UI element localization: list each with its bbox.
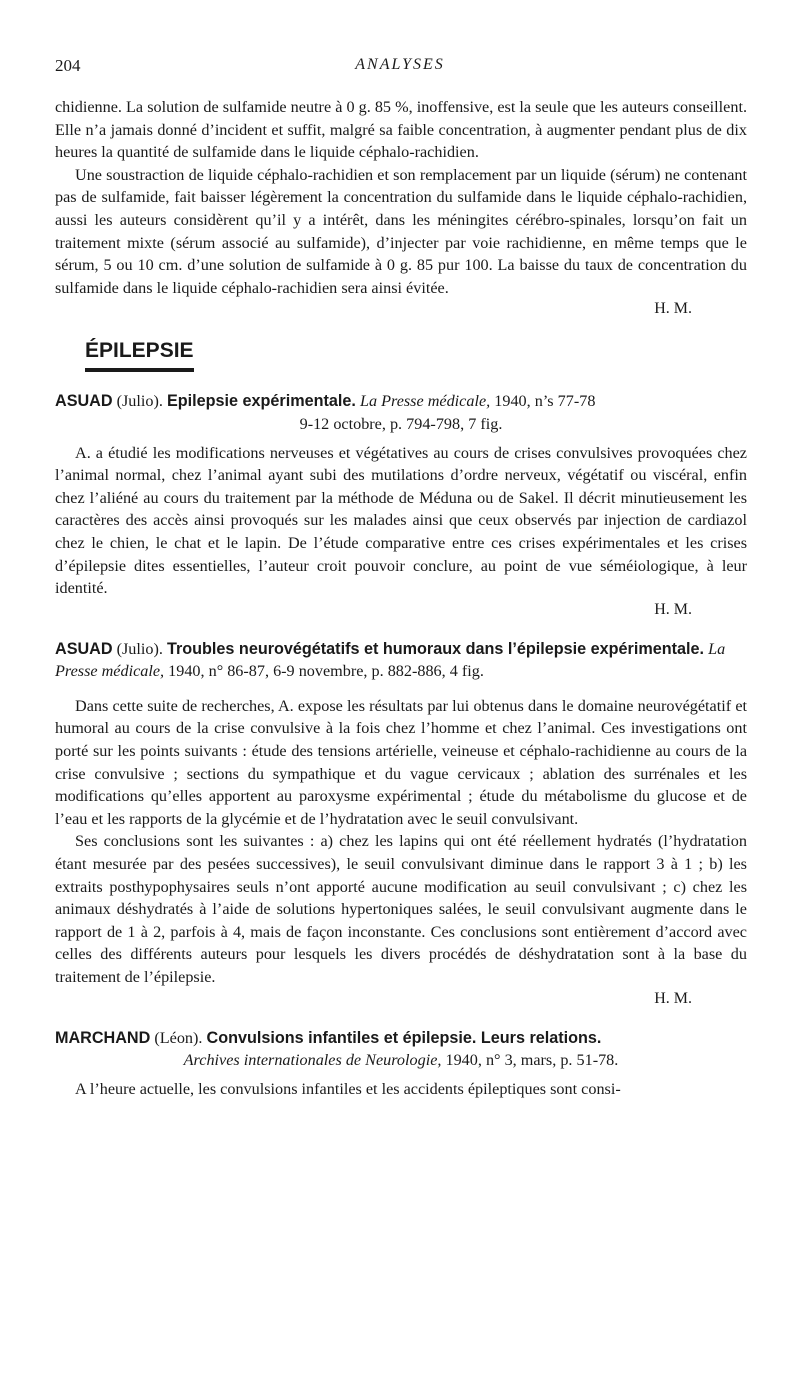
entry-2-author: ASUAD <box>55 639 113 658</box>
entry-2-journal: La Presse médicale, <box>55 639 726 681</box>
entry-3-citation <box>55 1027 747 1072</box>
entry-1-citation <box>55 390 747 435</box>
entry-2-ref: 1940, n° 86-87, 6-9 novembre, p. 882-886, 4 fig. <box>168 662 484 681</box>
entry-1-paragraph-1: A. a étudié les modifications nerveuses et végétatives au cours de crises convulsives provoquées chez l’animal normal, chez l’animal ayant subi des mutilations d’ordre nerveux, végétatif ou viscéral, enfin chez l’aliéné au cours du traitement par la méthode de Méduna ou de Sakel. Il décrit minutieusement les caractères des accès ainsi provoqués sur les malades ainsi que ceux observés par injection de cardiazol chez le chien, le chat et le lapin. De l’étude comparative entre ces crises expérimentales et les crises d’épilepsie dites essentielles, l’auteur croit pouvoir conclure, au point de vue séméiologique, à leur identité. <box>55 443 747 598</box>
entry-1-title: Epilepsie expérimentale. <box>166 392 356 411</box>
running-head: ANALYSES <box>355 56 445 73</box>
page-body <box>55 96 747 1100</box>
entry-2-paragraph-2: Ses conclusions sont les suivantes : a) chez les lapins qui ont été réellement hydratés (l’hydratation étant mesurée par des pesées successives), le seuil convulsivant diminue dans le rapport 3 à 1 ; b) les extraits posthypophysaires seuls n’ont apporté aucune modification au seuil convulsivant ; c) chez les animaux déshydratés à l’aide de solutions hypertoniques salées, le seuil convulsivant augmente dans le rapport de 1 à 2, parfois à 4, mais de façon inconstante. Ces conclusions sont entièrement d’accord avec celles des différents auteurs pour lesquels les divers procédés de déshydratation sont à la base du traitement de l’épilepsie. <box>55 832 747 986</box>
entry-1-journal: La Presse médicale, <box>359 392 491 411</box>
entry-1-ref: 1940, n’s 77-78 <box>494 392 596 411</box>
intro-paragraph-1: chidienne. La solution de sulfamide neutre à 0 g. 85 %, inoffensive, est la seule que les auteurs conseillent. Elle n’a jamais donné d’incident et suffit, malgré sa faible concentration, à augmenter pendant plus de dix heures la quantité de sulfamide dans le liquide céphalo-rachidien. <box>55 98 747 162</box>
entry-3-first-name: (Léon). <box>154 1028 203 1047</box>
entry-1-signature: H. M. <box>654 600 692 618</box>
entry-2-signature: H. M. <box>654 989 692 1007</box>
intro-signature: H. M. <box>654 300 692 318</box>
entry-1-first-name: (Julio). <box>116 392 163 411</box>
page-number: 204 <box>55 56 81 75</box>
entry-2-paragraph-1: Dans cette suite de recherches, A. expose les résultats par lui obtenus dans le domaine neurovégétatif et humoral au cours de la crise convulsive à la fois chez l’homme et chez l’animal. Ces investigations ont porté sur les points suivants : étude des tensions artérielle, veineuse et céphalo-rachidienne au cours de la crise convulsive ; sections du sympathique et du vague cervicaux ; ablation des surrénales et les modifications qu’elles apportent au paroxysme expérimental ; étude du métabolisme du glucose et de l’eau et les rapports de la glycémie et de l’hydratation avec le seuil convulsivant. <box>55 696 747 828</box>
entry-2-first-name: (Julio). <box>116 639 163 658</box>
section-title: ÉPILEPSIE <box>85 339 194 372</box>
entry-3-author: MARCHAND <box>55 1028 151 1047</box>
entry-1-author: ASUAD <box>55 392 113 411</box>
entry-1-ref-2: 9-12 octobre, p. 794-798, 7 fig. <box>299 414 503 433</box>
entry-2-citation <box>55 638 747 683</box>
entry-2-title: Troubles neurovégétatifs et humoraux dans l’épilepsie expérimentale. <box>166 639 705 658</box>
intro-paragraph-2: Une soustraction de liquide céphalo-rachidien et son remplacement par un liquide (sérum) ne contenant pas de sulfamide, fait baisser légèrement la concentration du sulfamide dans le liquide céphalo-rachidien, aussi les auteurs considèrent qu’il y a intérêt, dans les méningites cérébro-spinales, lorsqu’on fait un traitement mixte (sérum associé au sulfamide), d’injecter par voie rachidienne, en même temps que le sérum, 5 ou 10 cm. d’une solution de sulfamide à 0 g. 85 pur 100. La baisse du taux de concentration du sulfamide dans le liquide céphalo-rachidien sera ainsi évitée. <box>55 165 747 297</box>
entry-3-journal: Archives internationales de Neurologie, <box>183 1051 442 1070</box>
entry-3-ref: 1940, n° 3, mars, p. 51-78. <box>445 1051 619 1070</box>
entry-3-paragraph-1: A l’heure actuelle, les convulsions infantiles et les accidents épileptiques sont consi- <box>75 1079 621 1098</box>
entry-3-ref-block <box>55 1049 747 1072</box>
entry-3-title: Convulsions infantiles et épilepsie. Leurs relations. <box>206 1028 602 1047</box>
page-header <box>55 56 745 80</box>
